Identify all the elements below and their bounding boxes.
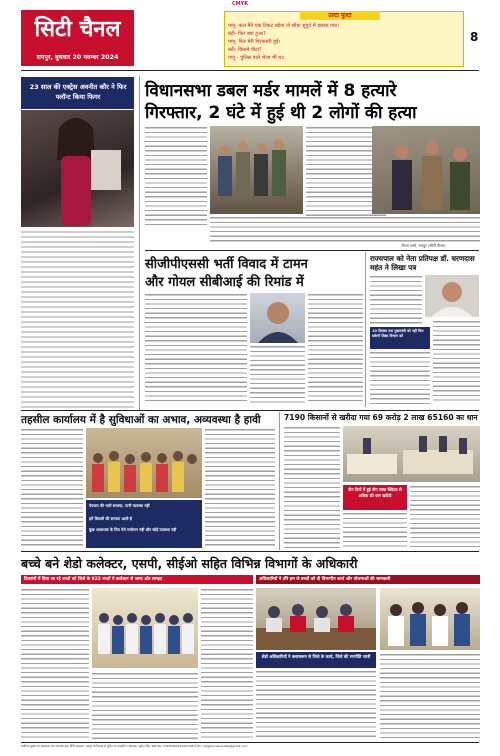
lead-arrest-photo xyxy=(210,126,303,214)
story4-body-col2 xyxy=(205,428,275,548)
banner-inset: शेडो अधिकारियों ने क्लासरूम से जिले के कार्य, जिले की रणनीति जानी xyxy=(256,652,376,668)
story5-inset: दीन दिनों में हुई तीन लाख क्विंटल से अधिक की धान खरीदी xyxy=(343,485,407,510)
digest-line: पप्पू- फिर मेरी गिरफ्तारी हुई। xyxy=(228,39,281,45)
banner-meeting-photo xyxy=(256,588,376,650)
story2-headline-1: सीजीपीएससी भर्ती विवाद में टामन xyxy=(145,257,308,272)
story2-headline-2: और गोयल सीबीआई की रिमांड में xyxy=(145,275,304,290)
story4-bullet: कुछ आवश्यक के लिए ऐसे सम्मेलन नहीं और कोई व्यवस्था नहीं xyxy=(89,527,177,532)
section-rule xyxy=(21,410,479,411)
banner-kids-photo xyxy=(380,588,480,650)
banner-body-col1 xyxy=(21,588,89,740)
story2-body-col1 xyxy=(145,293,247,403)
story5-body-col3 xyxy=(410,485,480,548)
lead-headline-1: विधानसभा डबल मर्डर मामलें में 8 हत्यारे xyxy=(145,81,397,101)
story4-body-col1 xyxy=(21,428,83,548)
banner-body-col3 xyxy=(201,588,253,740)
story3-headline: राज्यपाल को नेता प्रतिपक्ष डॉ. चरणदास महंत ने लिखा पत्र xyxy=(370,254,475,272)
banner-headline: बच्चे बने शेडो कलेक्टर, एसपी, सीईओ सहित विभिन्न विभागों के अधिकारी xyxy=(21,556,358,571)
digest-title: उल्टा पुल्टा xyxy=(300,11,380,20)
story2-body-col2 xyxy=(250,345,305,403)
lead-victim-photo xyxy=(372,126,480,214)
story3-body-col1 xyxy=(370,275,422,325)
left-feature-title: 23 साल की एक्ट्रेस अवनीत कौर ने फिर फ्लॉन्ट किया फिगर xyxy=(29,83,127,101)
banner-class-photo xyxy=(92,588,198,668)
page-number: 8 xyxy=(470,30,479,44)
digest-line: बंटी- किसने पीटा? xyxy=(228,47,262,53)
banner-body-col4 xyxy=(256,670,376,740)
left-feature-body xyxy=(21,230,134,410)
dateline: रायपुर, बुधवार 20 नवम्बर 2024 xyxy=(36,54,119,61)
banner-body-col5 xyxy=(380,653,480,740)
story3-portrait-photo xyxy=(425,275,479,317)
digest-line: पप्पू - पुलिस वाले भेजा भी था। xyxy=(228,55,285,61)
digest-line: बंटी- फिर क्या हुआ? xyxy=(228,31,266,37)
brand-title: सिटी चैनल xyxy=(34,17,121,42)
column-rule xyxy=(139,76,140,410)
section-rule xyxy=(145,250,479,251)
story3-body-col3 xyxy=(370,351,430,405)
banner-body-col2 xyxy=(92,672,198,740)
lead-headline-2: गिरफ्तार, 2 घंटे में हुई थी 2 लोगों की हत्या xyxy=(145,103,417,123)
story2-portrait-photo xyxy=(250,293,305,343)
section-rule xyxy=(21,551,479,552)
lead-byline: -नीरज शर्मा, रायपुर (सीटी चैनल) xyxy=(400,243,446,248)
footer-rule xyxy=(21,742,479,743)
banner-sub-left: दिव्यांगों में दिया जा रहे बच्चों को जिले के 922 बच्चों ने कलेक्टर से जाना और समझा xyxy=(21,575,253,584)
story4-bullet: पेयजल की भारी समस्या, पानी व्यवस्था नहीं xyxy=(89,503,150,508)
lead-body-col3 xyxy=(210,216,480,244)
story3-body-col2 xyxy=(433,320,480,404)
masthead-rule xyxy=(21,70,479,71)
banner-sub-right: अधिकारियों ने तौरे हम जे बच्चों को दी विभागीय कार्य और योजनाओं की जानकारी xyxy=(256,575,480,584)
story2-body-col3 xyxy=(308,293,363,403)
story5-body-col2 xyxy=(343,512,407,548)
story5-market-photo xyxy=(343,426,480,482)
story4-headline: तहसील कार्यालय में है सुविधाओं का अभाव, अव्यवस्था है हावी xyxy=(21,414,261,426)
lead-body-col1 xyxy=(145,126,207,226)
cmyk-mark: CMYK xyxy=(232,1,249,7)
column-rule xyxy=(365,252,366,407)
footer-imprint: स्वामित्व मुद्रक एवं प्रकाशक तथा संपादक द्वारा विधि प्रकाशन, रायपुर छत्तीसगढ़ से मुद्रित एवं प्रकाशित। संपादक: भूपेन्द्र सिंह, RNI No. CHHHIN/2015/63748 ई-मेल: cityghannelupdate@gmail.com xyxy=(21,744,248,748)
story4-bullet: हमें बिजली की समस्या आती है xyxy=(89,516,132,521)
column-rule xyxy=(279,412,280,550)
story3-inset: 10 दिसंबर तक मुख्यमंत्री को नहीं मिल सकेगी शिक्षा विभाग को xyxy=(370,327,430,349)
digest-line: पप्पू- कल मैंने एक टिकट खोया तो सीधा सुपुर्द में डकारा गया। xyxy=(228,23,339,29)
story5-body-col1 xyxy=(284,426,340,548)
actress-photo xyxy=(21,110,134,227)
story4-crowd-photo xyxy=(86,428,202,498)
story5-headline: 7190 किसानों से खरीदा गया 69 करोड़ 2 लाख 65160 का धान xyxy=(284,413,478,422)
